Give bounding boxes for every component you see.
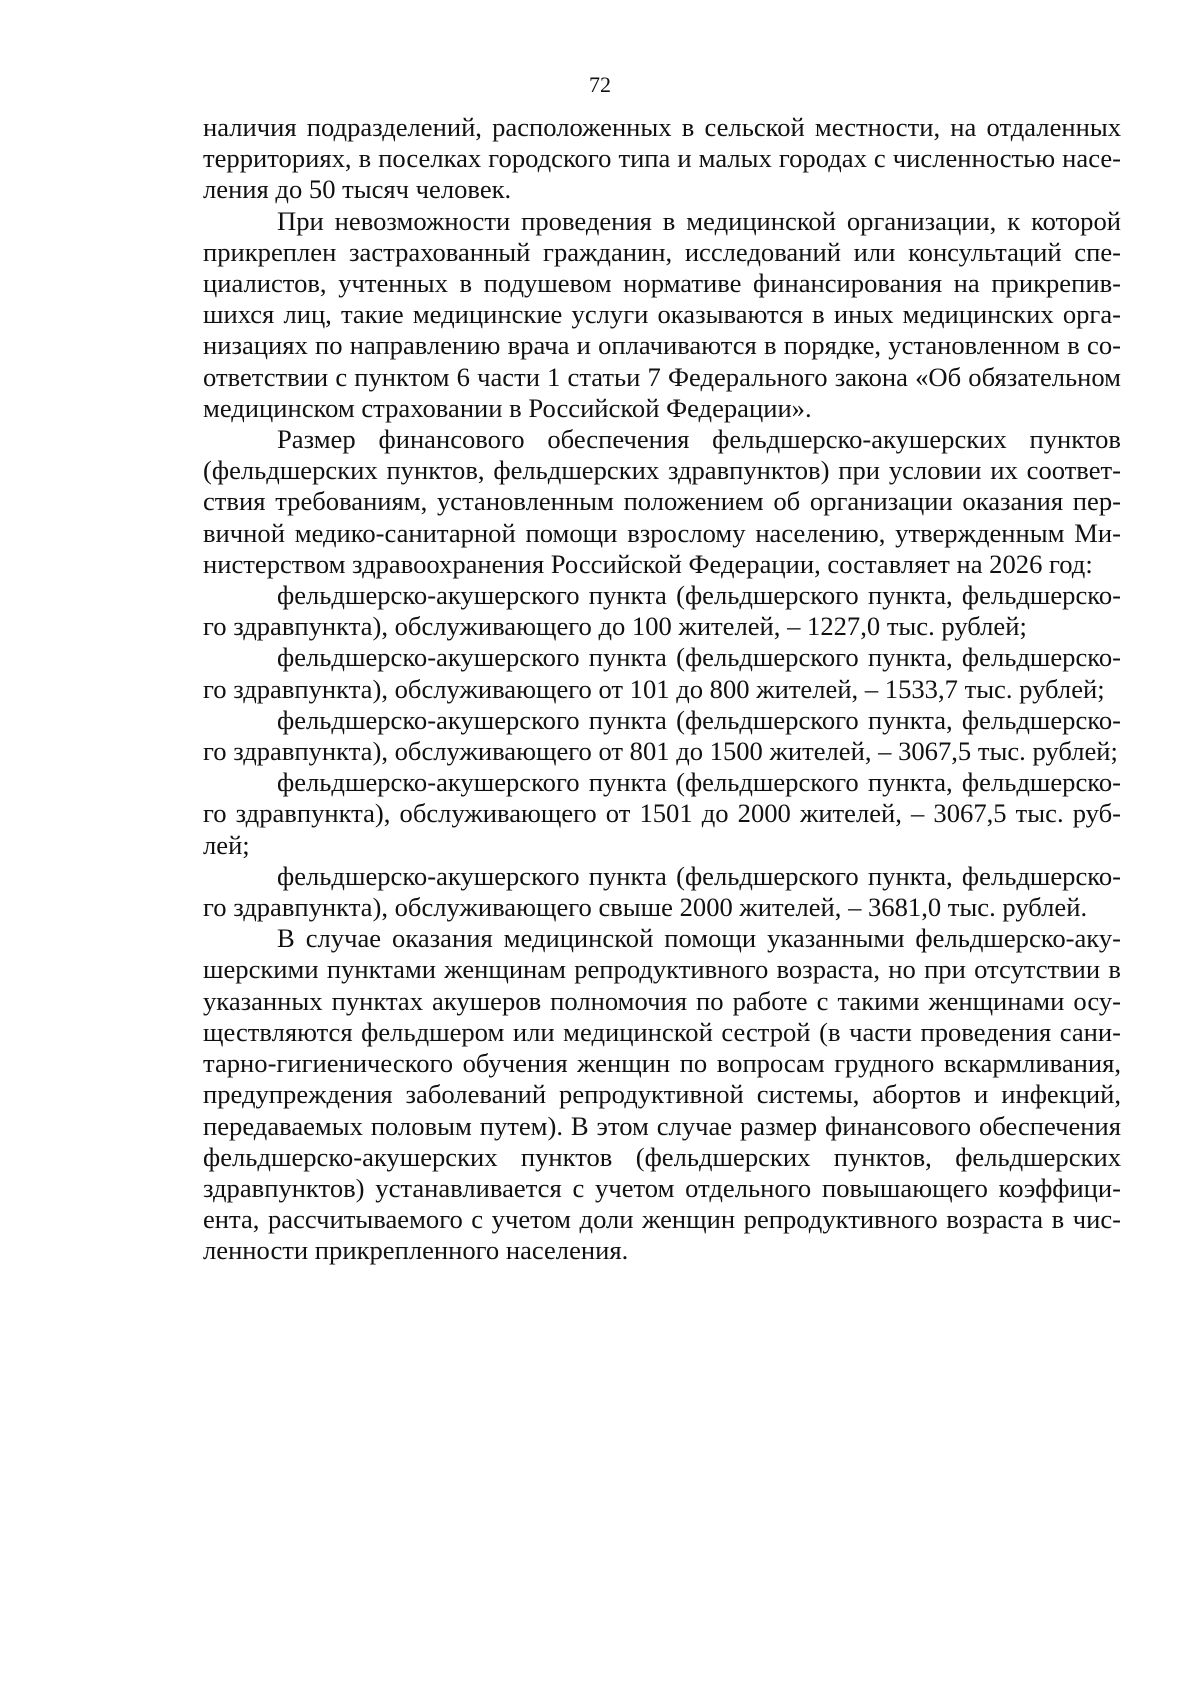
paragraph-fap-up-to-100: фельдшерско-акушерского пункта (фельдшерского пункта, фельдшерского здравпункта), обслуживающего до 100 жителей, – 1227,0 тыс. рублей; xyxy=(203,580,1121,642)
paragraph-continuation: наличия подразделений, расположенных в сельской местности, на отдаленных территориях, в поселках городского типа и малых городах с численностью населения до 50 тысяч человек. xyxy=(203,112,1121,205)
page-number: 72 xyxy=(589,72,611,97)
paragraph-fap-101-800: фельдшерско-акушерского пункта (фельдшерского пункта, фельдшерского здравпункта), обслуживающего от 101 до 800 жителей, – 1533,7 тыс. рублей; xyxy=(203,642,1121,704)
paragraph-financing-size: Размер финансового обеспечения фельдшерско-акушерских пунктов (фельдшерских пунктов, фельдшерских здравпунктов) при условии их соответствия требованиям, установленным положением об организации оказания первичной медико-санитарной помощи взрослому населению, утвержденным Министерством здравоохранения Российской Федерации, составляет на 2026 год: xyxy=(203,424,1121,579)
document-body xyxy=(203,112,1121,1267)
paragraph-reproductive-age: В случае оказания медицинской помощи указанными фельдшерско-акушерскими пунктами женщинам репродуктивного возраста, но при отсутствии в указанных пунктах акушеров полномочия по работе с такими женщинами осуществляются фельдшером или медицинской сестрой (в части проведения санитарно-гигиенического обучения женщин по вопросам грудного вскармливания, предупреждения заболеваний репродуктивной системы, абортов и инфекций, передаваемых половым путем). В этом случае размер финансового обеспечения фельдшерско-акушерских пунктов (фельдшерских пунктов, фельдшерских здравпунктов) устанавливается с учетом отдельного повышающего коэффициента, рассчитываемого с учетом доли женщин репродуктивного возраста в численности прикрепленного населения. xyxy=(203,923,1121,1266)
paragraph-fap-over-2000: фельдшерско-акушерского пункта (фельдшерского пункта, фельдшерского здравпункта), обслуживающего свыше 2000 жителей, – 3681,0 тыс. рублей. xyxy=(203,860,1121,923)
paragraph-consultations: При невозможности проведения в медицинской организации, к которой прикреплен застрахованный гражданин, исследований или консультаций специалистов, учтенных в подушевом нормативе финансирования на прикрепившихся лиц, такие медицинские услуги оказываются в иных медицинских организациях по направлению врача и оплачиваются в порядке, установленном в соответствии с пунктом 6 части 1 статьи 7 Федерального закона «Об обязательном медицинском страховании в Российской Федерации». xyxy=(203,205,1121,423)
paragraph-fap-1501-2000: фельдшерско-акушерского пункта (фельдшерского пункта, фельдшерского здравпункта), обслуживающего от 1501 до 2000 жителей, – 3067,5 тыс. рублей; xyxy=(203,767,1121,860)
paragraph-fap-801-1500: фельдшерско-акушерского пункта (фельдшерского пункта, фельдшерского здравпункта), обслуживающего от 801 до 1500 жителей, – 3067,5 тыс. рублей; xyxy=(203,704,1121,767)
